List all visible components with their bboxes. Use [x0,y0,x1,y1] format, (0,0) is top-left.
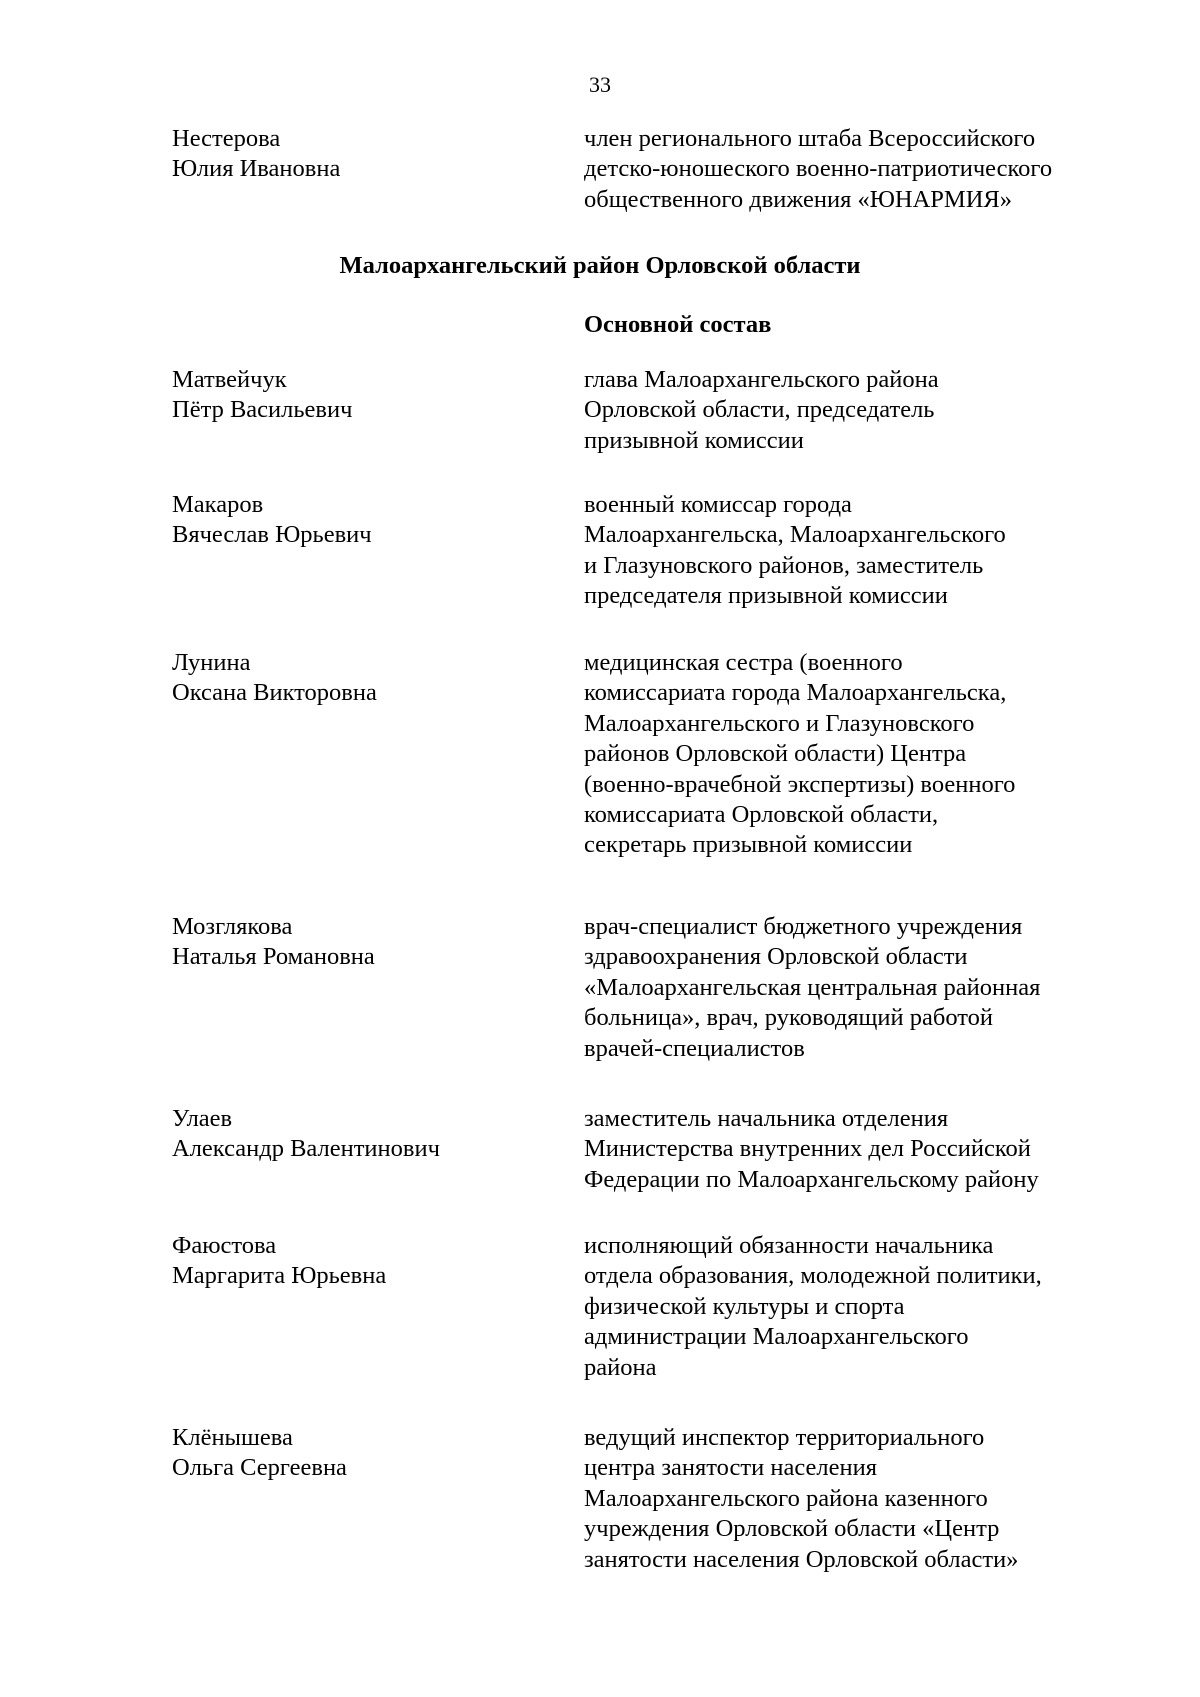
member-role [584,124,1184,215]
member-given-names: Ольга Сергеевна [172,1454,347,1482]
role-line: учреждения Орловской области «Центр [584,1515,1000,1543]
role-line: «Малоархангельская центральная районная [584,973,1041,1001]
role-line: района [584,1353,657,1381]
role-line: ведущий инспектор территориального [584,1424,985,1451]
role-line: физической культуры и спорта [584,1292,905,1320]
member-surname: Фаюстова [172,1232,277,1259]
role-line: призывной комиссии [584,426,804,454]
role-line: военный комиссар города [584,491,852,518]
member-name [172,648,572,709]
role-line: больница», врач, руководящий работой [584,1004,994,1032]
member-given-names: Юлия Ивановна [172,155,341,183]
role-line: Малоархангельского и Глазуновского [584,709,975,737]
member-given-names: Александр Валентинович [172,1135,440,1163]
role-line: Федерации по Малоархангельскому району [584,1165,1039,1193]
member-role [584,1104,1184,1195]
role-line: медицинская сестра (военного [584,649,903,676]
role-line: здравоохранения Орловской области [584,943,968,971]
member-surname: Матвейчук [172,366,287,393]
member-name [172,490,572,551]
member-surname: Лунина [172,649,251,676]
role-line: глава Малоархангельского района [584,366,939,393]
page-number: 33 [589,72,611,97]
member-role [584,1423,1184,1575]
member-name [172,912,572,973]
member-given-names: Маргарита Юрьевна [172,1262,387,1290]
role-line: врачей-специалистов [584,1034,805,1062]
role-line: отдела образования, молодежной политики, [584,1262,1042,1290]
role-line: секретарь призывной комиссии [584,831,913,859]
role-line: исполняющий обязанности начальника [584,1232,994,1259]
member-name [172,1104,572,1165]
role-line: и Глазуновского районов, заместитель [584,551,984,579]
role-line: (военно-врачебной экспертизы) военного [584,770,1016,798]
member-given-names: Оксана Викторовна [172,679,377,707]
role-line: комиссариата города Малоархангельска, [584,679,1007,707]
section-heading: Малоархангельский район Орловской области [339,252,861,279]
role-line: администрации Малоархангельского [584,1323,969,1351]
role-line: центра занятости населения [584,1454,877,1482]
role-line: общественного движения «ЮНАРМИЯ» [584,185,1012,213]
role-line: детско-юношеского военно-патриотического [584,155,1053,183]
role-line: занятости населения Орловской области» [584,1545,1019,1573]
member-role [584,490,1184,612]
member-role [584,365,1184,456]
role-line: председателя призывной комиссии [584,582,948,610]
role-line: врач-специалист бюджетного учреждения [584,913,1023,940]
role-line: член регионального штаба Всероссийского [584,125,1036,152]
member-surname: Улаев [172,1105,233,1132]
member-name [172,1423,572,1484]
role-line: Малоархангельского района казенного [584,1484,988,1512]
subsection-heading: Основной состав [584,311,772,338]
member-surname: Мозглякова [172,913,293,940]
member-name [172,365,572,426]
role-line: Министерства внутренних дел Российской [584,1135,1031,1163]
member-role [584,912,1184,1064]
role-line: районов Орловской области) Центра [584,740,967,768]
member-surname: Клёнышева [172,1424,293,1451]
member-name [172,124,572,185]
role-line: комиссариата Орловской области, [584,801,939,829]
member-given-names: Пётр Васильевич [172,396,353,424]
member-surname: Макаров [172,491,264,518]
member-given-names: Наталья Романовна [172,943,375,971]
member-role [584,1231,1184,1383]
member-name [172,1231,572,1292]
member-surname: Нестерова [172,125,281,152]
role-line: Орловской области, председатель [584,396,935,424]
member-given-names: Вячеслав Юрьевич [172,521,372,549]
role-line: заместитель начальника отделения [584,1105,949,1132]
role-line: Малоархангельска, Малоархангельского [584,521,1006,549]
member-role [584,648,1184,861]
